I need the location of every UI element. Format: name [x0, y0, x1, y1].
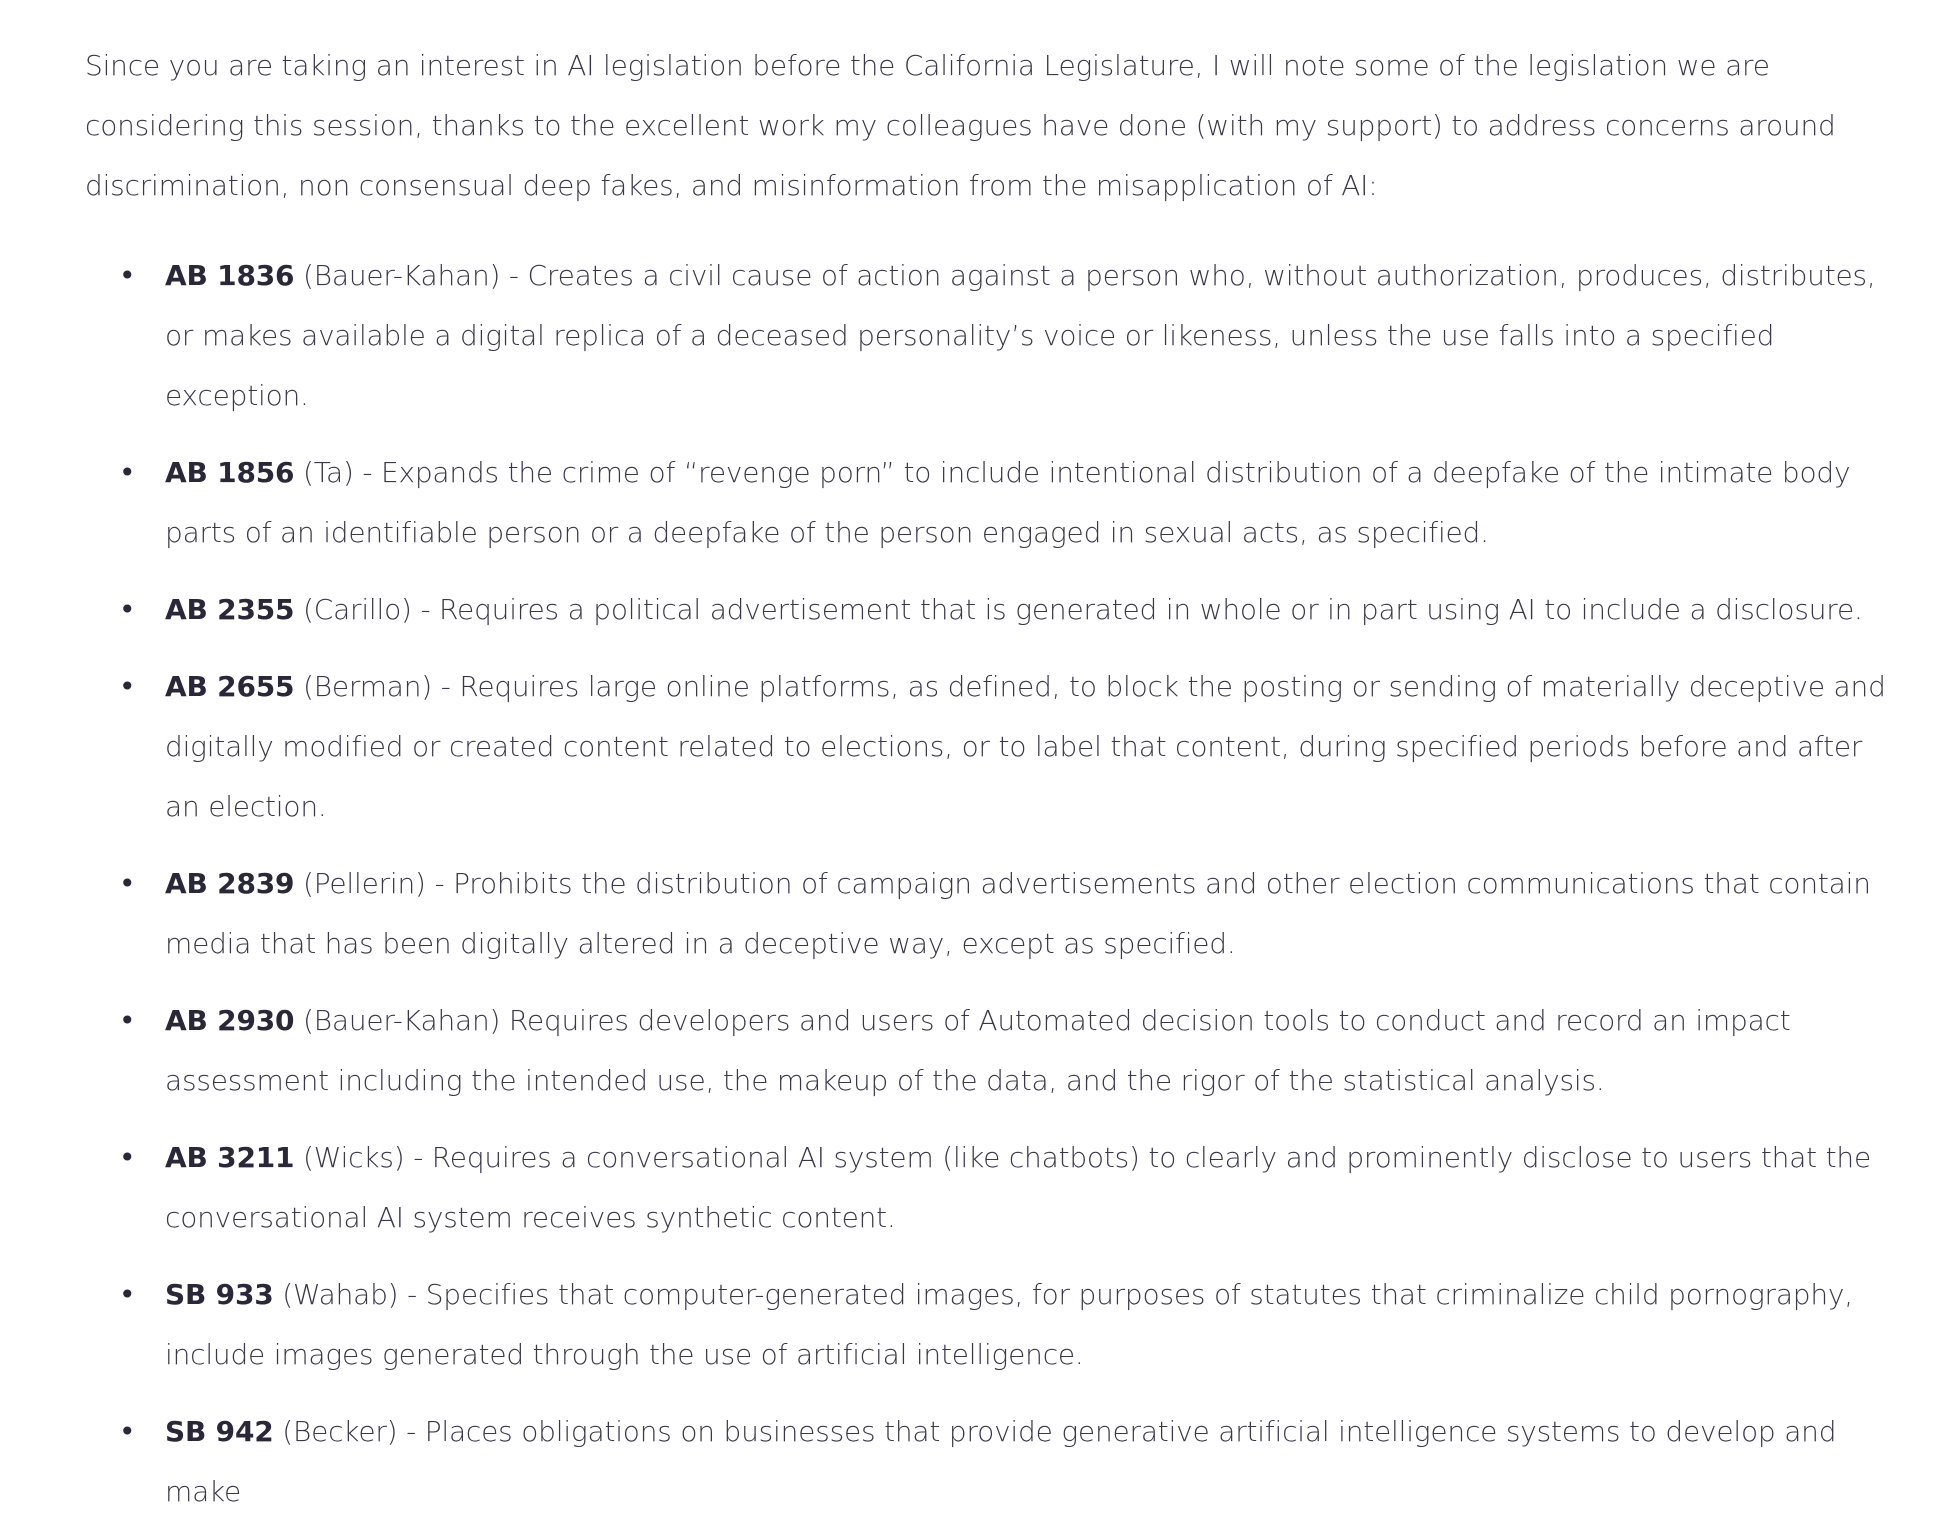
list-item: [85, 1402, 1895, 1522]
bill-description: - Requires large online platforms, as defined, to block the posting or sending of materially deceptive and digitally modified or created content related to elections, or to label that content, during specified periods before and after an election.: [165, 670, 1886, 823]
bill-number: AB 2930: [165, 1004, 295, 1037]
bill-author: (Becker): [282, 1415, 398, 1448]
list-item: [85, 580, 1895, 640]
list-item: [85, 854, 1895, 974]
bill-number: AB 2839: [165, 867, 295, 900]
bill-author: (Wahab): [282, 1278, 399, 1311]
bill-description: - Prohibits the distribution of campaign advertisements and other election communications that contain media that has been digitally altered in a deceptive way, except as specified.: [165, 867, 1871, 960]
bill-list: [85, 246, 1895, 1522]
bill-author: (Bauer-Kahan): [303, 1004, 501, 1037]
bill-description: - Expands the crime of “revenge porn” to include intentional distribution of a deepfake of the intimate body parts of an identifiable person or a deepfake of the person engaged in sexual acts, as specified.: [165, 456, 1851, 549]
list-item: [85, 991, 1895, 1111]
list-item: [85, 1265, 1895, 1385]
list-item: [85, 443, 1895, 563]
bill-author: (Wicks): [303, 1141, 405, 1174]
bill-number: AB 1836: [165, 259, 295, 292]
bill-description: - Requires a conversational AI system (like chatbots) to clearly and prominently disclose to users that the conversational AI system receives synthetic content.: [165, 1141, 1871, 1234]
bill-description: - Requires a political advertisement that is generated in whole or in part using AI to include a disclosure.: [420, 593, 1863, 626]
document-body: [85, 36, 1895, 1539]
bill-number: AB 2655: [165, 670, 295, 703]
bill-number: SB 933: [165, 1278, 274, 1311]
bill-number: AB 1856: [165, 456, 295, 489]
bill-description: - Creates a civil cause of action against a person who, without authorization, produces, distributes, or makes available a digital replica of a deceased personality’s voice or likeness, unless the use falls into a specified exception.: [165, 259, 1876, 412]
bill-description: - Specifies that computer-generated images, for purposes of statutes that criminalize child pornography, include images generated through the use of artificial intelligence.: [165, 1278, 1854, 1371]
bill-description: - Places obligations on businesses that provide generative artificial intelligence systems to develop and make: [165, 1415, 1837, 1508]
bill-number: AB 2355: [165, 593, 295, 626]
bill-author: (Carillo): [303, 593, 412, 626]
bill-number: AB 3211: [165, 1141, 295, 1174]
bill-author: (Berman): [303, 670, 433, 703]
list-item: [85, 1128, 1895, 1248]
bill-description: Requires developers and users of Automated decision tools to conduct and record an impact assessment including the intended use, the makeup of the data, and the rigor of the statistical analysis.: [165, 1004, 1791, 1097]
intro-paragraph: Since you are taking an interest in AI legislation before the California Legislature, I will note some of the legislation we are considering this session, thanks to the excellent work my colleagues have done (with my support) to address concerns around discrimination, non consensual deep fakes, and misinformation from the misapplication of AI:: [85, 49, 1836, 202]
bill-author: (Bauer-Kahan): [303, 259, 501, 292]
bill-number: SB 942: [165, 1415, 274, 1448]
bill-author: (Pellerin): [303, 867, 426, 900]
list-item: [85, 246, 1895, 426]
list-item: [85, 657, 1895, 837]
bill-author: (Ta): [303, 456, 354, 489]
